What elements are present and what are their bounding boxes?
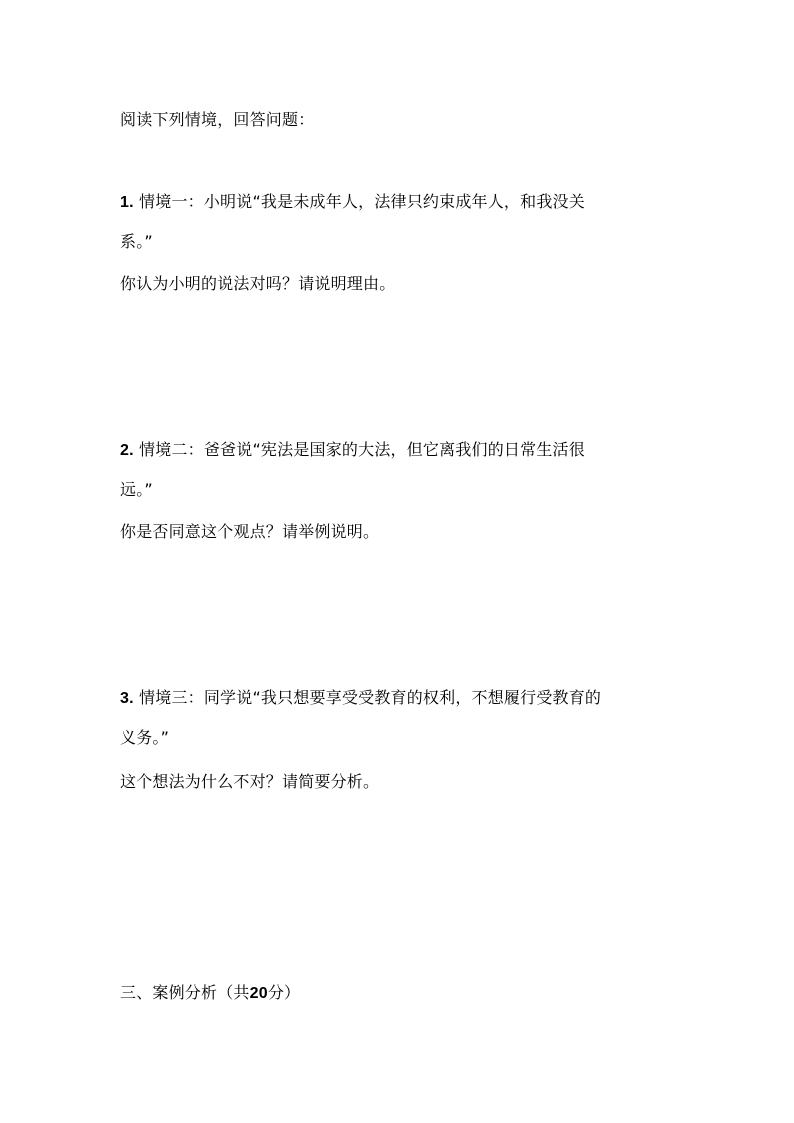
question-2-prompt: 你是否同意这个观点？请举例说明。 [120, 522, 380, 541]
section-heading-prefix: 三、案例分析（共 [120, 983, 250, 1002]
question-1-number: 1. [120, 194, 134, 211]
question-2-scenario-line2: 远。” [120, 480, 153, 499]
question-3-prompt: 这个想法为什么不对？请简要分析。 [120, 772, 380, 791]
section-heading [120, 983, 680, 1004]
question-1-scenario-line2: 系。” [120, 232, 153, 251]
question-3-scenario-line2: 义务。” [120, 728, 170, 747]
intro-text: 阅读下列情境，回答问题： [120, 110, 315, 129]
question-1-scenario [120, 192, 680, 213]
section-heading-points: 20 [249, 985, 268, 1002]
section-heading-suffix: 分） [267, 983, 301, 1002]
question-3-number: 3. [120, 690, 134, 707]
question-3-scenario-line1: 情境三：同学说“我只想要享受受教育的权利，不想履行受教育的 [139, 688, 602, 707]
question-1-scenario-line1: 情境一：小明说“我是未成年人，法律只约束成年人，和我没关 [139, 192, 585, 211]
question-1-prompt: 你认为小明的说法对吗？请说明理由。 [120, 274, 396, 293]
question-3-scenario [120, 688, 680, 709]
question-2-number: 2. [120, 442, 134, 459]
question-2-scenario-line1: 情境二：爸爸说“宪法是国家的大法，但它离我们的日常生活很 [139, 440, 585, 459]
question-2-scenario [120, 440, 680, 461]
